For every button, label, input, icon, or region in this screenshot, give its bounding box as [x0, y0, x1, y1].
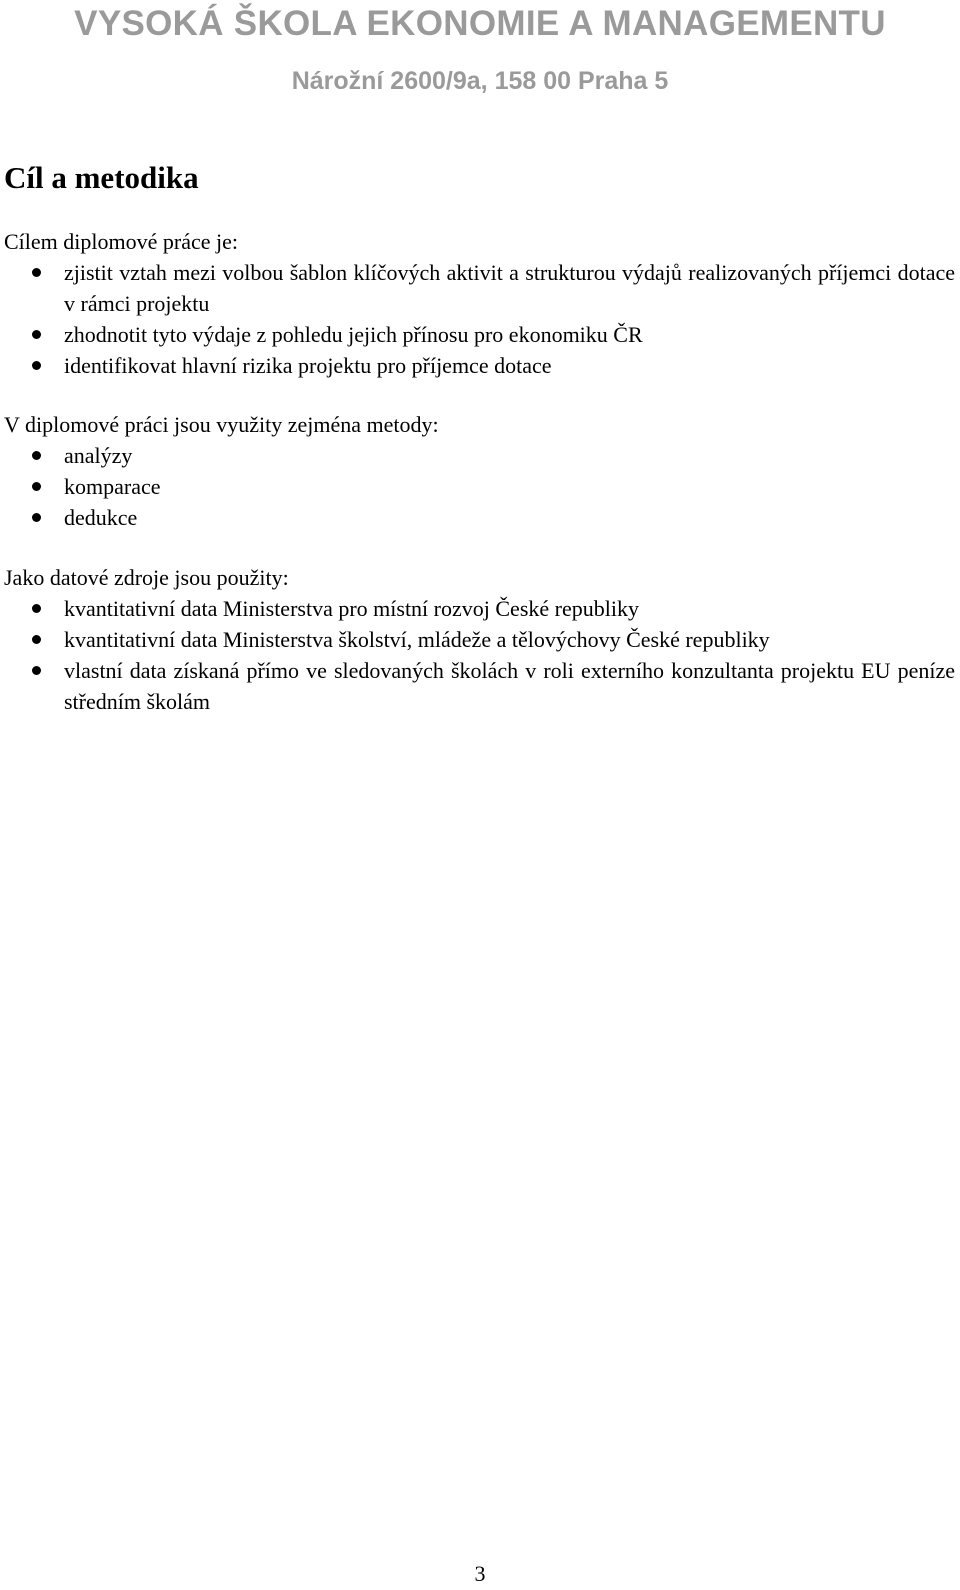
list-item-text: zhodnotit tyto výdaje z pohledu jejich přínosu pro ekonomiku ČR [64, 322, 643, 347]
list-item-text: vlastní data získaná přímo ve sledovaných školách v roli externího konzultanta projektu EU peníze středním školám [64, 658, 955, 714]
list-item [0, 502, 955, 533]
bullet-icon [32, 361, 41, 370]
goals-list [0, 257, 955, 381]
bullet-icon [32, 268, 41, 277]
list-item [0, 319, 955, 350]
sources-intro: Jako datové zdroje jsou použity: [4, 565, 289, 590]
list-item-text: dedukce [64, 505, 138, 530]
list-item [0, 350, 955, 381]
list-item-text: identifikovat hlavní rizika projektu pro příjemce dotace [64, 353, 552, 378]
list-item-text: zjistit vztah mezi volbou šablon klíčových aktivit a strukturou výdajů realizovaných příjemci dotace v rámci projektu [64, 260, 955, 316]
list-item-text: kvantitativní data Ministerstva školství, mládeže a tělovýchovy České republiky [64, 627, 770, 652]
list-item [0, 593, 955, 624]
list-item [0, 471, 955, 502]
bullet-icon [32, 330, 41, 339]
institution-name: VYSOKÁ ŠKOLA EKONOMIE A MANAGEMENTU [74, 4, 886, 43]
list-item-text: komparace [64, 474, 161, 499]
page-number: 3 [474, 1561, 486, 1586]
list-item [0, 624, 955, 655]
list-item-text: kvantitativní data Ministerstva pro místní rozvoj České republiky [64, 596, 639, 621]
bullet-icon [32, 451, 41, 460]
list-item [0, 440, 955, 471]
list-item [0, 655, 955, 717]
sources-list [0, 593, 955, 717]
methods-list [0, 440, 955, 533]
bullet-icon [32, 513, 41, 522]
section-heading: Cíl a metodika [4, 160, 199, 195]
bullet-icon [32, 666, 41, 675]
bullet-icon [32, 604, 41, 613]
bullet-icon [32, 635, 41, 644]
institution-address: Nárožní 2600/9a, 158 00 Praha 5 [291, 67, 669, 95]
methods-intro: V diplomové práci jsou využity zejména metody: [4, 412, 439, 437]
bullet-icon [32, 482, 41, 491]
goals-intro: Cílem diplomové práce je: [4, 229, 238, 254]
list-item-text: analýzy [64, 443, 133, 468]
list-item [0, 257, 955, 319]
